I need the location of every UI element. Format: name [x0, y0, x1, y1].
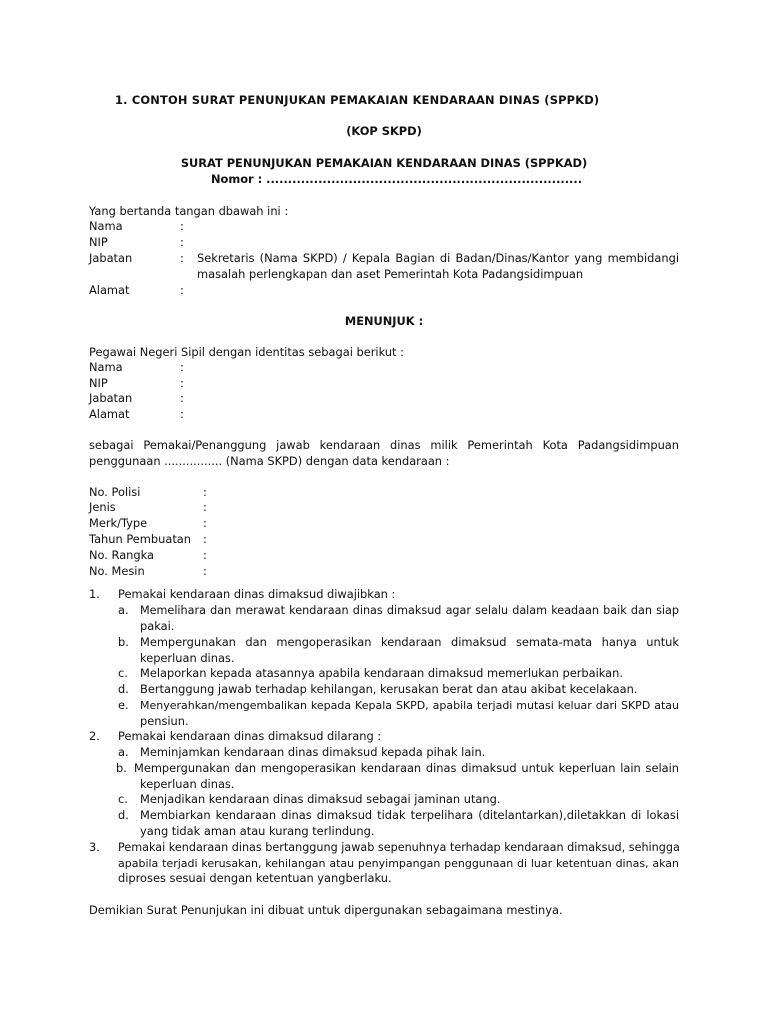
vehicle-jenis-label: Jenis — [89, 500, 116, 514]
list1-item-b-line1: Mempergunakan dan mengoperasikan kendaraan dimaksud semata-mata hanya untuk — [140, 635, 679, 649]
list2-item-d-line2: yang tidak aman atau kurang terlindung. — [140, 824, 375, 838]
appointee-jabatan-colon: : — [180, 391, 184, 405]
vehicle-merk-label: Merk/Type — [89, 516, 148, 530]
list-number-3: 3. — [89, 840, 100, 854]
list2-item-b-line1: Mempergunakan dan mengoperasikan kendaraan dinas dimaksud untuk keperluan lain selain — [134, 761, 679, 775]
list2-item-b-line2: keperluan dinas. — [140, 777, 235, 791]
kop-skpd: (KOP SKPD) — [346, 124, 422, 138]
list-number-2: 2. — [89, 729, 100, 743]
signer-jabatan-colon: : — [180, 251, 184, 265]
list3-line3: diproses sesuai dengan ketentuan yangberlaku. — [118, 871, 392, 885]
list1-item-b-marker: b. — [118, 635, 129, 649]
signer-nama-colon: : — [180, 219, 184, 233]
list2-item-a-marker: a. — [118, 745, 129, 759]
vehicle-rangka-colon: : — [203, 548, 207, 562]
menunjuk-heading: MENUNJUK : — [344, 314, 424, 328]
vehicle-tahun-label: Tahun Pembuatan — [89, 532, 191, 546]
list1-item-d-line1: Bertanggung jawab terhadap kehilangan, kerusakan berat dan atau akibat kecelakaan. — [140, 682, 638, 696]
usage-paragraph-line1: sebagai Pemakai/Penanggung jawab kendaraan dinas milik Pemerintah Kota Padangsidimpuan — [89, 438, 679, 452]
list-number-1: 1. — [89, 587, 100, 601]
list2-item-a-line1: Meminjamkan kendaraan dinas dimaksud kepada pihak lain. — [140, 745, 486, 759]
signer-jabatan-value-line2: masalah perlengkapan dan aset Pemerintah Kota Padangsidimpuan — [197, 267, 584, 281]
list-title-1: Pemakai kendaraan dinas dimaksud diwajibkan : — [118, 587, 396, 601]
list1-item-b-line2: keperluan dinas. — [140, 651, 235, 665]
signer-jabatan-label: Jabatan — [89, 251, 133, 265]
list1-item-c-marker: c. — [118, 666, 128, 680]
appointee-intro: Pegawai Negeri Sipil dengan identitas sebagai berikut : — [89, 345, 404, 359]
letter-number: Nomor : ......................................................................... — [211, 172, 583, 186]
letter-title: SURAT PENUNJUKAN PEMAKAIAN KENDARAAN DINAS (SPPKAD) — [180, 156, 588, 170]
list1-item-c-line1: Melaporkan kepada atasannya apabila kendaraan dimaksud memerlukan perbaikan. — [140, 666, 623, 680]
signer-alamat-label: Alamat — [89, 283, 130, 297]
list2-item-c-marker: c. — [118, 792, 128, 806]
vehicle-merk-colon: : — [203, 516, 207, 530]
signer-nip-label: NIP — [89, 235, 108, 249]
list1-item-e-marker: e. — [118, 698, 129, 712]
signer-intro: Yang bertanda tangan dbawah ini : — [89, 204, 289, 218]
vehicle-mesin-label: No. Mesin — [89, 564, 145, 578]
list2-item-b-marker: b. — [116, 761, 127, 775]
appointee-jabatan-label: Jabatan — [89, 391, 133, 405]
signer-nama-label: Nama — [89, 219, 123, 233]
appointee-nip-label: NIP — [89, 376, 108, 390]
usage-paragraph-line2: penggunaan ................ (Nama SKPD) dengan data kendaraan : — [89, 454, 450, 468]
list2-item-d-marker: d. — [118, 808, 129, 822]
vehicle-mesin-colon: : — [203, 564, 207, 578]
list-title-2: Pemakai kendaraan dinas dimaksud dilarang : — [118, 729, 382, 743]
list1-item-e-line1: Menyerahkan/mengembalikan kepada Kepala SKPD, apabila terjadi mutasi keluar dari SKPD atau — [140, 699, 679, 712]
signer-alamat-colon: : — [180, 283, 184, 297]
document-heading: 1. CONTOH SURAT PENUNJUKAN PEMAKAIAN KENDARAAN DINAS (SPPKD) — [115, 93, 600, 107]
list1-item-a-line1: Memelihara dan merawat kendaraan dinas dimaksud agar selalu dalam keadaan baik dan siap — [140, 604, 679, 617]
list2-item-c-line1: Menjadikan kendaraan dinas dimaksud sebagai jaminan utang. — [140, 792, 501, 806]
list1-item-d-marker: d. — [118, 682, 129, 696]
closing-sentence: Demikian Surat Penunjukan ini dibuat untuk dipergunakan sebagaimana mestinya. — [89, 903, 563, 917]
list3-line2: apabila terjadi kerusakan, kehilangan atau penyimpangan penggunaan di luar ketentuan dinas, akan — [118, 857, 679, 870]
signer-jabatan-value-line1: Sekretaris (Nama SKPD) / Kepala Bagian di Badan/Dinas/Kantor yang membidangi — [197, 251, 679, 265]
appointee-alamat-colon: : — [180, 407, 184, 421]
vehicle-tahun-colon: : — [203, 532, 207, 546]
vehicle-no-polisi-label: No. Polisi — [89, 485, 141, 499]
list1-item-e-line2: pensiun. — [140, 714, 189, 728]
list2-item-d-line1: Membiarkan kendaraan dinas dimaksud tidak terpelihara (ditelantarkan),diletakkan di lokasi — [140, 808, 679, 822]
vehicle-jenis-colon: : — [203, 500, 207, 514]
appointee-alamat-label: Alamat — [89, 407, 130, 421]
appointee-nama-label: Nama — [89, 360, 123, 374]
appointee-nip-colon: : — [180, 376, 184, 390]
vehicle-no-polisi-colon: : — [203, 485, 207, 499]
list1-item-a-line2: pakai. — [140, 619, 175, 633]
list3-line1: Pemakai kendaraan dinas bertanggung jawab sepenuhnya terhadap kendaraan dimaksud, sehingga — [118, 841, 680, 854]
vehicle-rangka-label: No. Rangka — [89, 548, 155, 562]
appointee-nama-colon: : — [180, 360, 184, 374]
list1-item-a-marker: a. — [118, 603, 129, 617]
signer-nip-colon: : — [180, 235, 184, 249]
